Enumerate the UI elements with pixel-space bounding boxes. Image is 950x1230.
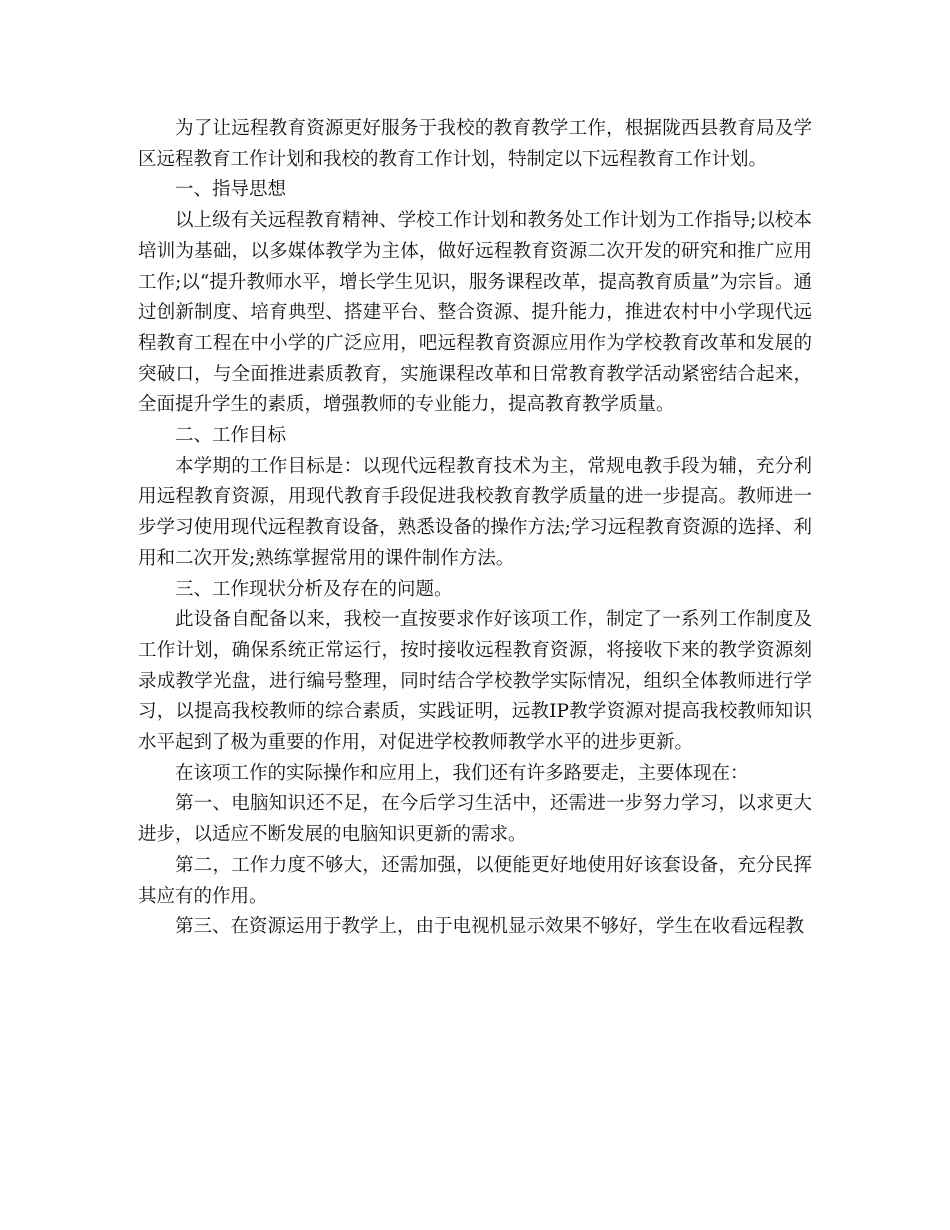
work-goals-paragraph: 本学期的工作目标是：以现代远程教育技术为主，常规电教手段为辅，充分利用远程教育资源，用现代教育手段促进我校教育教学质量的进一步提高。教师进一步学习使用现代远程教育设备，熟悉设备的操作方法;学习远程教育资源的选择、利用和二次开发;熟练掌握常用的课件制作方法。 <box>138 455 812 569</box>
problem-first-paragraph: 第一、电脑知识还不足，在今后学习生活中，还需进一步努力学习，以求更大进步，以适应不断发展的电脑知识更新的需求。 <box>138 793 812 846</box>
guiding-thought-paragraph: 以上级有关远程教育精神、学校工作计划和教务处工作计划为工作指导;以校本培训为基础，以多媒体教学为主体，做好远程教育资源二次开发的研究和推广应用工作;以“提升教师水平，增长学生见识，服务课程改革，提高教育质量”为宗旨。通过创新制度、培育典型、搭建平台、整合资源、提升能力，推进农村中小学现代远程教育工程在中小学的广泛应用，吧远程教育资源应用作为学校教育改革和发展的突破口，与全面推进素质教育，实施课程改革和日常教育教学活动紧密结合起来，全面提升学生的素质，增强教师的专业能力，提高教育教学质量。 <box>138 210 812 416</box>
problems-intro-paragraph: 在该项工作的实际操作和应用上，我们还有许多路要走，主要体现在： <box>175 762 749 784</box>
section-heading-status-analysis: 三、工作现状分析及存在的问题。 <box>175 578 453 600</box>
section-heading-guiding-thought: 一、指导思想 <box>175 179 287 201</box>
intro-paragraph: 为了让远程教育资源更好服务于我校的教育教学工作，根据陇西县教育局及学区远程教育工作计划和我校的教育工作计划，特制定以下远程教育工作计划。 <box>138 118 812 170</box>
section-heading-work-goals: 二、工作目标 <box>175 425 287 447</box>
problem-second-paragraph: 第二，工作力度不够大，还需加强，以便能更好地使用好该套设备，充分民挥其应有的作用。 <box>138 854 812 907</box>
problem-third-paragraph: 第三、在资源运用于教学上，由于电视机显示效果不够好，学生在收看远程教 <box>175 916 805 938</box>
document-body <box>138 114 812 943</box>
status-analysis-paragraph: 此设备自配备以来，我校一直按要求作好该项工作，制定了一系列工作制度及工作计划，确保系统正常运行，按时接收远程教育资源，将接收下来的教学资源刻录成教学光盘，进行编号整理，同时结合学校教学实际情况，组织全体教师进行学习，以提高我校教师的综合素质，实践证明，远教IP教学资源对提高我校教师知识水平起到了极为重要的作用，对促进学校教师教学水平的进步更新。 <box>138 609 812 754</box>
